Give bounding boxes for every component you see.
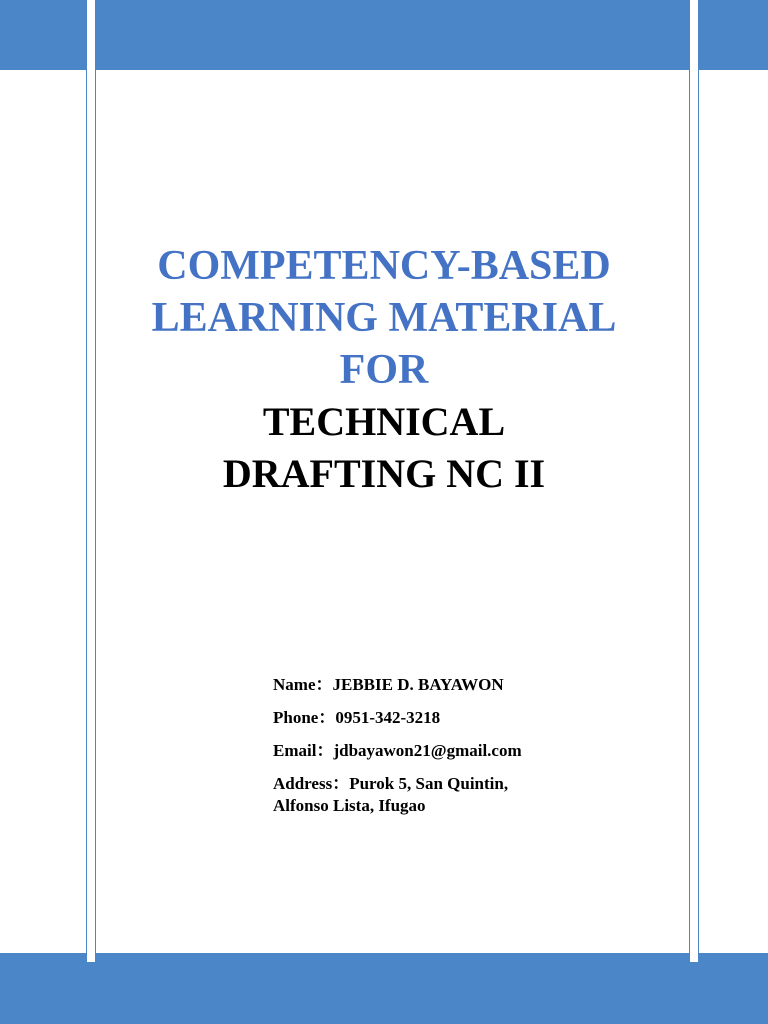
title-line-1: COMPETENCY-BASED	[157, 243, 611, 289]
email-value: jdbayawon21@gmail.com	[333, 741, 522, 760]
phone-label: Phone：	[273, 708, 336, 727]
title-line-2: LEARNING MATERIAL	[151, 295, 617, 341]
subtitle-line-1: TECHNICAL	[262, 399, 506, 444]
title-line-3: FOR	[339, 347, 429, 393]
contact-phone-row	[273, 707, 673, 729]
bottom-color-band	[0, 953, 768, 1024]
top-color-band	[0, 0, 768, 70]
subtitle-line-2: DRAFTING NC II	[222, 451, 546, 496]
name-value: JEBBIE D. BAYAWON	[332, 675, 504, 694]
email-label: Email：	[273, 741, 334, 760]
address-value-line1: Purok 5, San Quintin,	[349, 774, 509, 793]
contact-address-row	[273, 773, 673, 795]
address-label: Address：	[273, 774, 350, 793]
cover-title-block	[0, 240, 768, 500]
contact-name-row	[273, 674, 673, 696]
contact-email-row	[273, 740, 673, 762]
name-label: Name：	[273, 675, 333, 694]
address-value-line2: Alfonso Lista, Ifugao	[273, 796, 426, 815]
phone-value: 0951-342-3218	[335, 708, 441, 727]
contact-info	[273, 674, 673, 817]
